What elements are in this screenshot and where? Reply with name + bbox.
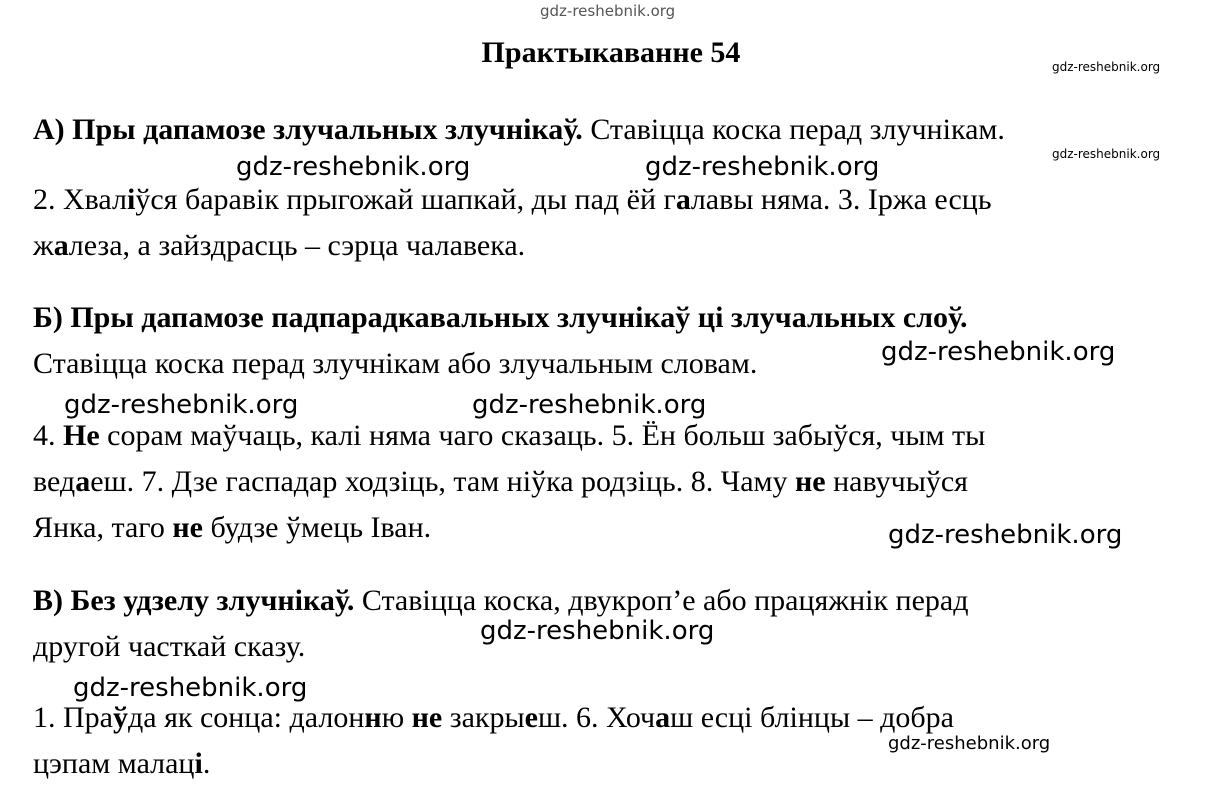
page-title: Практыкаванне 54 (481, 36, 741, 69)
section-b-example-line-1 (33, 421, 985, 451)
section-a-example-line-2 (33, 231, 525, 261)
section-c-example-line-2 (33, 749, 210, 779)
section-b-heading-line (33, 303, 968, 333)
section-a-heading: А) Пры дапамозе злучальных злучнікаў. (33, 113, 583, 146)
emphasis: Не (63, 419, 100, 452)
stress-mark: ў (112, 701, 128, 734)
watermark-9: gdz-reshebnik.org (888, 733, 1051, 754)
section-b-example-line-3 (33, 513, 431, 543)
watermark-top: gdz-reshebnik.org (540, 2, 676, 20)
section-c-instruction: Ставіцца коска, двукроп’е або працяжнік перад (354, 584, 969, 617)
section-a-instruction: Ставіцца коска перад злучнікам. (582, 113, 1005, 146)
text-segment: ш есці блінцы – добра (670, 701, 954, 734)
text-segment: вед (33, 465, 76, 498)
watermark-small-1: gdz-reshebnik.org (1052, 60, 1161, 74)
section-c-instruction-2: другой часткай сказу. (33, 630, 306, 663)
text-segment: навучыўся (825, 465, 968, 498)
watermark-4: gdz-reshebnik.org (64, 390, 299, 420)
watermark-3: gdz-reshebnik.org (881, 337, 1116, 367)
text-segment: ш. 6. Хоч (537, 701, 656, 734)
section-c-heading: В) Без удзелу злучнікаў. (33, 584, 355, 617)
stress-mark: е (524, 701, 538, 734)
stress-mark: і (126, 183, 136, 216)
text-segment: ю (381, 701, 412, 734)
text-segment: ж (33, 229, 54, 262)
text-segment: закры (442, 701, 525, 734)
watermark-6: gdz-reshebnik.org (888, 520, 1123, 550)
section-b-instruction: Ставіцца коска перад злучнікам або злучальным словам. (33, 347, 758, 380)
section-c-example-line-1 (33, 703, 954, 733)
emphasis: не (795, 465, 826, 498)
text-segment: будзе ўмець Іван. (202, 511, 432, 544)
watermark-8: gdz-reshebnik.org (73, 673, 308, 703)
text-segment: 1. Пра (33, 701, 113, 734)
section-a-example-line-1 (33, 185, 992, 215)
text-segment: лавы няма. 3. Іржа есць (690, 183, 992, 216)
stress-mark: н (364, 701, 382, 734)
watermark-2: gdz-reshebnik.org (645, 152, 880, 182)
stress-mark: а (53, 229, 69, 262)
watermark-5: gdz-reshebnik.org (472, 390, 707, 420)
stress-mark: а (675, 183, 691, 216)
section-b-heading: Б) Пры дапамозе падпарадкавальных злучнікаў ці злучальных слоў. (33, 301, 968, 334)
text-segment: сорам маўчаць, калі няма чаго сказаць. 5. Ён больш забыўся, чым ты (99, 419, 986, 452)
section-b-example-line-2 (33, 467, 968, 497)
text-segment: 2. Хвал (33, 183, 127, 216)
text-segment: цэпам малац (33, 747, 195, 780)
section-a-heading-line (33, 115, 1005, 145)
text-segment: . (202, 747, 211, 780)
text-segment: еш. 7. Дзе гаспадар ходзіць, там ніўка родзіць. 8. Чаму (90, 465, 795, 498)
text-segment: 4. (33, 419, 63, 452)
watermark-small-2: gdz-reshebnik.org (1052, 147, 1161, 161)
text-segment: Янка, таго (33, 511, 173, 544)
section-c-heading-line (33, 586, 969, 616)
stress-mark: а (75, 465, 91, 498)
stress-mark: і (194, 747, 203, 780)
watermark-1: gdz-reshebnik.org (236, 152, 471, 182)
emphasis: не (172, 511, 203, 544)
watermark-7: gdz-reshebnik.org (480, 616, 715, 646)
emphasis: не (411, 701, 443, 734)
text-segment: да як сонца: далон (127, 701, 365, 734)
text-segment: леза, а зайздрасць – сэрца чалавека. (68, 229, 526, 262)
stress-mark: а (655, 701, 671, 734)
text-segment: ўся баравік прыгожай шапкай, ды пад ёй г (135, 183, 676, 216)
